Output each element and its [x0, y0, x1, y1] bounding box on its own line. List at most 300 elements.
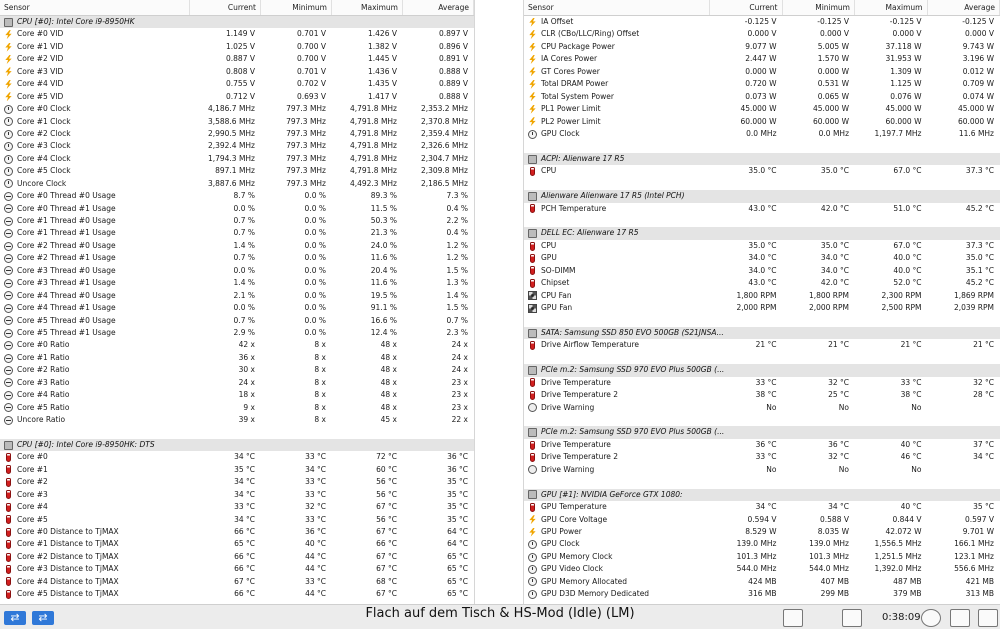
sensor-row[interactable] [524, 302, 1000, 314]
sensor-label: Core #3 Clock [17, 141, 71, 151]
sensor-row[interactable] [524, 538, 1000, 550]
sensor-label: Core #5 Ratio [17, 402, 70, 412]
sensor-name-cell [0, 91, 190, 103]
sensor-row[interactable] [524, 66, 1000, 78]
sensor-row[interactable] [524, 377, 1000, 389]
sensor-row[interactable] [0, 302, 474, 314]
minimum-value: 0.0 % [304, 191, 326, 201]
sensor-row[interactable] [0, 414, 474, 426]
minimum-value: 0.693 V [297, 91, 326, 101]
sensor-name-cell [524, 551, 710, 563]
maximum-value: 67 °C [376, 502, 397, 512]
clock-icon [528, 577, 537, 586]
minimum-value: 797.3 MHz [286, 178, 326, 188]
temp-icon [530, 341, 535, 350]
maximum-value: 16.6 % [370, 315, 397, 325]
maximum-value: 1,392.0 MHz [874, 564, 922, 574]
sensor-row[interactable] [0, 526, 474, 538]
minimum-value: 797.3 MHz [286, 141, 326, 151]
temp-icon [6, 540, 11, 549]
sensor-row[interactable] [524, 501, 1000, 513]
sensor-row[interactable] [0, 576, 474, 588]
sensor-row[interactable] [524, 265, 1000, 277]
sensor-row[interactable] [0, 551, 474, 563]
maximum-value: 19.5 % [370, 290, 397, 300]
sensor-row[interactable] [0, 91, 474, 103]
sensor-name-cell [524, 389, 710, 401]
sensor-name-cell [524, 439, 710, 451]
current-value: 0.7 % [233, 253, 255, 263]
minimum-value: 0.701 V [297, 29, 326, 39]
average-value: 1.3 % [446, 278, 468, 288]
average-value: 0.597 V [965, 514, 994, 524]
average-value: 166.1 MHz [954, 539, 994, 549]
nav-arrows-icon[interactable]: ⇄ [4, 611, 26, 625]
usage-icon [4, 329, 13, 338]
current-value: 2,000 RPM [736, 303, 777, 313]
minimum-value: 797.3 MHz [286, 128, 326, 138]
sensor-row[interactable] [524, 128, 1000, 140]
sensor-label: Core #2 Thread #1 Usage [17, 253, 116, 263]
temp-icon [6, 565, 11, 574]
sensor-name-cell [0, 576, 190, 588]
minimum-value: 42.0 °C [820, 203, 849, 213]
temp-icon [6, 490, 11, 499]
group-title: CPU [#0]: Intel Core i9-8950HK: DTS [17, 439, 155, 449]
temp-icon [530, 242, 535, 251]
sensor-label: Chipset [541, 278, 570, 288]
device-icon [4, 441, 13, 450]
current-value: 1.025 V [226, 41, 255, 51]
average-value: 0.4 % [446, 228, 468, 238]
header-average[interactable]: Average [403, 0, 474, 15]
sensor-row[interactable] [0, 240, 474, 252]
power-icon [528, 80, 537, 89]
sensor-row[interactable] [0, 389, 474, 401]
average-value: 2,326.6 MHz [420, 141, 468, 151]
sensor-group-header[interactable] [524, 426, 1000, 438]
sensor-row[interactable] [524, 526, 1000, 538]
current-value: 2.1 % [233, 290, 255, 300]
maximum-value: 20.4 % [370, 265, 397, 275]
minimum-value: 44 °C [305, 551, 326, 561]
average-value: 556.6 MHz [954, 564, 994, 574]
minimum-value: 60.000 W [812, 116, 849, 126]
sensor-row[interactable] [0, 277, 474, 289]
sensor-row[interactable] [0, 327, 474, 339]
sensor-name-cell [524, 588, 710, 600]
average-value: 0.891 V [439, 54, 468, 64]
sensor-group-header[interactable] [524, 190, 1000, 202]
sensor-name-cell [0, 252, 190, 264]
ratio-icon [4, 341, 13, 350]
minimum-value: 8.035 W [817, 526, 849, 536]
current-value: 8.7 % [233, 191, 255, 201]
sensor-row[interactable] [0, 103, 474, 115]
average-value: 11.6 MHz [958, 128, 994, 138]
right-sensor-pane[interactable] [524, 0, 1000, 604]
sensor-row[interactable] [524, 563, 1000, 575]
device-icon [528, 428, 537, 437]
usage-icon [4, 192, 13, 201]
average-value: 60.000 W [957, 116, 994, 126]
sensor-label: Total System Power [541, 91, 614, 101]
current-value: No [766, 402, 777, 412]
sensor-name-cell [0, 327, 190, 339]
sensor-name-cell [524, 377, 710, 389]
maximum-value: 48 x [380, 352, 397, 362]
minimum-value: 33 °C [305, 576, 326, 586]
sensor-label: Core #3 Distance to TjMAX [17, 564, 119, 574]
sensor-row[interactable] [0, 165, 474, 177]
sensor-name-cell [0, 402, 190, 414]
settings-icon[interactable] [950, 609, 970, 627]
maximum-value: 67.0 °C [893, 240, 922, 250]
average-value: 2,309.8 MHz [420, 166, 468, 176]
sensor-row[interactable] [524, 451, 1000, 463]
header-maximum[interactable]: Maximum [855, 0, 928, 15]
sensor-name-cell [524, 501, 710, 513]
volt-icon [4, 30, 13, 39]
sensor-row[interactable] [0, 78, 474, 90]
device-icon [528, 229, 537, 238]
minimum-value: 8 x [314, 340, 326, 350]
minimum-value: 101.3 MHz [809, 551, 849, 561]
maximum-value: 67 °C [376, 526, 397, 536]
current-value: 34 °C [234, 477, 255, 487]
average-value: 0.7 % [446, 315, 468, 325]
sensor-row[interactable] [524, 16, 1000, 28]
maximum-value: 56 °C [376, 514, 397, 524]
current-value: 33 °C [234, 502, 255, 512]
current-value: 18 x [238, 390, 255, 400]
sensor-label: Core #5 Distance to TjMAX [17, 589, 119, 599]
average-value: 35 °C [447, 489, 468, 499]
maximum-value: 48 x [380, 340, 397, 350]
average-value: 24 x [451, 340, 468, 350]
sensor-row[interactable] [0, 352, 474, 364]
clock-icon[interactable] [921, 609, 941, 627]
header-current[interactable]: Current [710, 0, 783, 15]
sensor-label: Core #2 VID [17, 54, 64, 64]
sensor-row[interactable] [0, 476, 474, 488]
sensor-row[interactable] [524, 290, 1000, 302]
sensor-label: Core #2 Thread #0 Usage [17, 240, 116, 250]
sensor-label: Core #4 VID [17, 79, 64, 89]
average-value: 1.5 % [446, 303, 468, 313]
sensor-group-header[interactable] [0, 439, 474, 451]
pane-splitter[interactable] [474, 0, 524, 604]
sensor-name-cell [0, 563, 190, 575]
sensor-row[interactable] [0, 489, 474, 501]
average-value: 7.3 % [446, 191, 468, 201]
sensor-row[interactable] [0, 364, 474, 376]
usage-icon [4, 204, 13, 213]
current-value: 0.720 W [745, 79, 777, 89]
left-sensor-pane[interactable] [0, 0, 474, 604]
sensor-row[interactable] [524, 91, 1000, 103]
right-sensor-list [524, 16, 1000, 601]
sensor-row[interactable] [0, 215, 474, 227]
maximum-value: 31.953 W [885, 54, 922, 64]
clock-icon [528, 590, 537, 599]
ratio-icon [4, 366, 13, 375]
sensor-name-cell [0, 526, 190, 538]
sensor-group-header[interactable] [524, 489, 1000, 501]
sensor-row[interactable] [0, 514, 474, 526]
sensor-row[interactable] [0, 66, 474, 78]
sensor-row[interactable] [524, 277, 1000, 289]
sensor-row[interactable] [0, 116, 474, 128]
sensor-name-cell [0, 140, 190, 152]
sensor-label: Core #1 Clock [17, 116, 71, 126]
device-icon [528, 490, 537, 499]
power-icon [528, 528, 537, 537]
sensor-group-header[interactable] [524, 364, 1000, 376]
temp-icon [530, 167, 535, 176]
average-value: 35 °C [447, 477, 468, 487]
sensor-name-cell [0, 240, 190, 252]
clock-icon [4, 142, 13, 151]
maximum-value: 68 °C [376, 576, 397, 586]
sensor-row[interactable] [0, 501, 474, 513]
header-current[interactable]: Current [190, 0, 261, 15]
average-value: 65 °C [447, 589, 468, 599]
sensor-group-header[interactable] [0, 16, 474, 28]
sensor-row[interactable] [524, 53, 1000, 65]
maximum-value: 56 °C [376, 489, 397, 499]
maximum-value: 1,556.5 MHz [874, 539, 922, 549]
maximum-value: 40.0 °C [893, 253, 922, 263]
sensor-name-cell [0, 190, 190, 202]
maximum-value: 12.4 % [370, 327, 397, 337]
current-value: 34 °C [234, 452, 255, 462]
sensor-name-cell [524, 78, 710, 90]
sensor-row[interactable] [0, 402, 474, 414]
sensor-row[interactable] [0, 140, 474, 152]
sensor-group-header[interactable] [524, 227, 1000, 239]
sensor-row[interactable] [524, 41, 1000, 53]
sensor-row[interactable] [0, 128, 474, 140]
current-value: 0.000 V [747, 29, 777, 39]
nav-arrows-alt-icon[interactable]: ⇄ [32, 611, 54, 625]
sensor-row[interactable] [524, 389, 1000, 401]
sensor-name-cell [0, 165, 190, 177]
minimum-value: 407 MB [820, 576, 849, 586]
sensor-row[interactable] [524, 103, 1000, 115]
current-value: 38 °C [755, 390, 777, 400]
group-spacer [524, 352, 1000, 364]
maximum-value: 24.0 % [370, 240, 397, 250]
clock-icon [528, 553, 537, 562]
average-value: 3.196 W [962, 54, 994, 64]
maximum-value: 11.6 % [370, 253, 397, 263]
sensor-row[interactable] [524, 116, 1000, 128]
sensor-row[interactable] [0, 190, 474, 202]
header-minimum[interactable]: Minimum [783, 0, 856, 15]
sensor-row[interactable] [524, 551, 1000, 563]
sensor-label: IA Offset [541, 17, 574, 26]
sensor-row[interactable] [0, 563, 474, 575]
sensor-row[interactable] [524, 576, 1000, 588]
sensor-label: CPU [541, 166, 557, 176]
fan-icon[interactable] [783, 609, 803, 627]
sensor-row[interactable] [0, 339, 474, 351]
temp-icon [530, 254, 535, 263]
header-sensor[interactable]: Sensor [524, 0, 710, 15]
clock-icon [4, 130, 13, 139]
group-spacer [524, 178, 1000, 190]
sensor-row[interactable] [524, 28, 1000, 40]
average-value: 35 °C [973, 502, 994, 512]
sensor-row[interactable] [524, 240, 1000, 252]
usage-icon [4, 291, 13, 300]
sensor-row[interactable] [0, 153, 474, 165]
header-minimum[interactable]: Minimum [261, 0, 332, 15]
sensor-label: GPU Power [541, 526, 582, 536]
temp-icon [530, 378, 535, 387]
sensor-label: Core #0 Distance to TjMAX [17, 526, 119, 536]
sensor-label: Core #2 Clock [17, 128, 71, 138]
sensor-label: Core #4 Thread #0 Usage [17, 290, 116, 300]
sensor-label: Drive Temperature [541, 377, 611, 387]
header-average[interactable]: Average [928, 0, 1000, 15]
maximum-value: 45 x [380, 415, 397, 424]
maximum-value: 60.000 W [885, 116, 922, 126]
network-icon[interactable] [842, 609, 862, 627]
temp-icon [530, 391, 535, 400]
device-icon [528, 366, 537, 375]
sensor-name-cell [524, 116, 710, 128]
sensor-label: CPU Package Power [541, 41, 615, 51]
sensor-label: GPU Clock [541, 128, 580, 138]
header-maximum[interactable]: Maximum [332, 0, 403, 15]
group-spacer [524, 315, 1000, 327]
sensor-row[interactable] [0, 451, 474, 463]
current-value: 34 °C [234, 514, 255, 524]
sensor-row[interactable] [524, 339, 1000, 351]
temp-icon [6, 465, 11, 474]
maximum-value: 72 °C [376, 452, 397, 462]
current-value: 35.0 °C [748, 240, 777, 250]
sensor-row[interactable] [0, 265, 474, 277]
minimum-value: 8 x [314, 377, 326, 387]
sensor-row[interactable] [0, 41, 474, 53]
sensor-name-cell [0, 178, 190, 190]
sensor-row[interactable] [0, 588, 474, 600]
maximum-value: 4,791.8 MHz [349, 153, 397, 163]
sensor-row[interactable] [0, 178, 474, 190]
temp-icon [6, 478, 11, 487]
sensor-row[interactable] [0, 538, 474, 550]
sensor-row[interactable] [524, 514, 1000, 526]
sensor-label: Core #0 Clock [17, 104, 71, 114]
average-value: 65 °C [447, 551, 468, 561]
group-spacer [524, 140, 1000, 152]
average-value: 2,186.5 MHz [420, 178, 468, 188]
sensor-row[interactable] [0, 53, 474, 65]
maximum-value: 37.118 W [885, 41, 922, 51]
sensor-row[interactable] [0, 28, 474, 40]
maximum-value: 48 x [380, 402, 397, 412]
warn-icon [528, 403, 537, 412]
minimum-value: 797.3 MHz [286, 166, 326, 176]
average-value: 23 x [451, 402, 468, 412]
sensor-label: Core #5 Clock [17, 166, 71, 176]
sensor-label: Core #3 [17, 489, 48, 499]
sensor-row[interactable] [524, 402, 1000, 414]
current-value: 316 MB [748, 589, 777, 599]
current-value: 1.149 V [226, 29, 255, 39]
minimum-value: 0.0 % [304, 253, 326, 263]
sensor-name-cell [524, 165, 710, 177]
temp-icon [6, 503, 11, 512]
minimum-value: 8 x [314, 415, 326, 424]
sensor-row[interactable] [0, 227, 474, 239]
current-value: 0.0 % [233, 265, 255, 275]
sensor-row[interactable] [524, 252, 1000, 264]
sensor-row[interactable] [524, 439, 1000, 451]
minimum-value: 21 °C [828, 340, 849, 350]
sensor-row[interactable] [524, 588, 1000, 600]
sensor-row[interactable] [524, 165, 1000, 177]
sensor-name-cell [0, 551, 190, 563]
maximum-value: 1.382 V [368, 41, 397, 51]
current-value: 9.077 W [745, 41, 777, 51]
power-icon [528, 55, 537, 64]
average-value: 24 x [451, 352, 468, 362]
sensor-row[interactable] [524, 203, 1000, 215]
sensor-name-cell [524, 28, 710, 40]
sensor-row[interactable] [0, 290, 474, 302]
minimum-value: 0.000 W [817, 66, 849, 76]
column-header [524, 0, 1000, 16]
minimum-value: 1.570 W [817, 54, 849, 64]
minimum-value: 35.0 °C [820, 166, 849, 176]
sensor-group-header[interactable] [524, 153, 1000, 165]
average-value: 0.012 W [962, 66, 994, 76]
sensor-row[interactable] [0, 464, 474, 476]
maximum-value: 67.0 °C [893, 166, 922, 176]
sensor-group-header[interactable] [524, 327, 1000, 339]
current-value: 65 °C [234, 539, 255, 549]
average-value: 64 °C [447, 526, 468, 536]
sensor-row[interactable] [0, 252, 474, 264]
average-value: 0.888 V [439, 66, 468, 76]
maximum-value: 11.5 % [370, 203, 397, 213]
sensor-name-cell [0, 538, 190, 550]
sensor-name-cell [0, 277, 190, 289]
sensor-row[interactable] [0, 377, 474, 389]
volt-icon [4, 80, 13, 89]
sensor-row[interactable] [524, 464, 1000, 476]
sensor-label: GPU Memory Clock [541, 551, 613, 561]
minimum-value: No [838, 464, 849, 474]
minimum-value: 33 °C [305, 489, 326, 499]
group-title: CPU [#0]: Intel Core i9-8950HK [17, 17, 135, 26]
sensor-row[interactable] [0, 203, 474, 215]
maximum-value: 21 °C [900, 340, 922, 350]
current-value: 60.000 W [740, 116, 777, 126]
close-icon[interactable] [978, 609, 998, 627]
sensor-row[interactable] [0, 315, 474, 327]
minimum-value: 34 °C [828, 502, 849, 512]
current-value: 1.4 % [233, 278, 255, 288]
header-sensor[interactable]: Sensor [0, 0, 190, 15]
sensor-row[interactable] [524, 78, 1000, 90]
maximum-value: 1.435 V [368, 79, 397, 89]
current-value: 39 x [238, 415, 255, 424]
